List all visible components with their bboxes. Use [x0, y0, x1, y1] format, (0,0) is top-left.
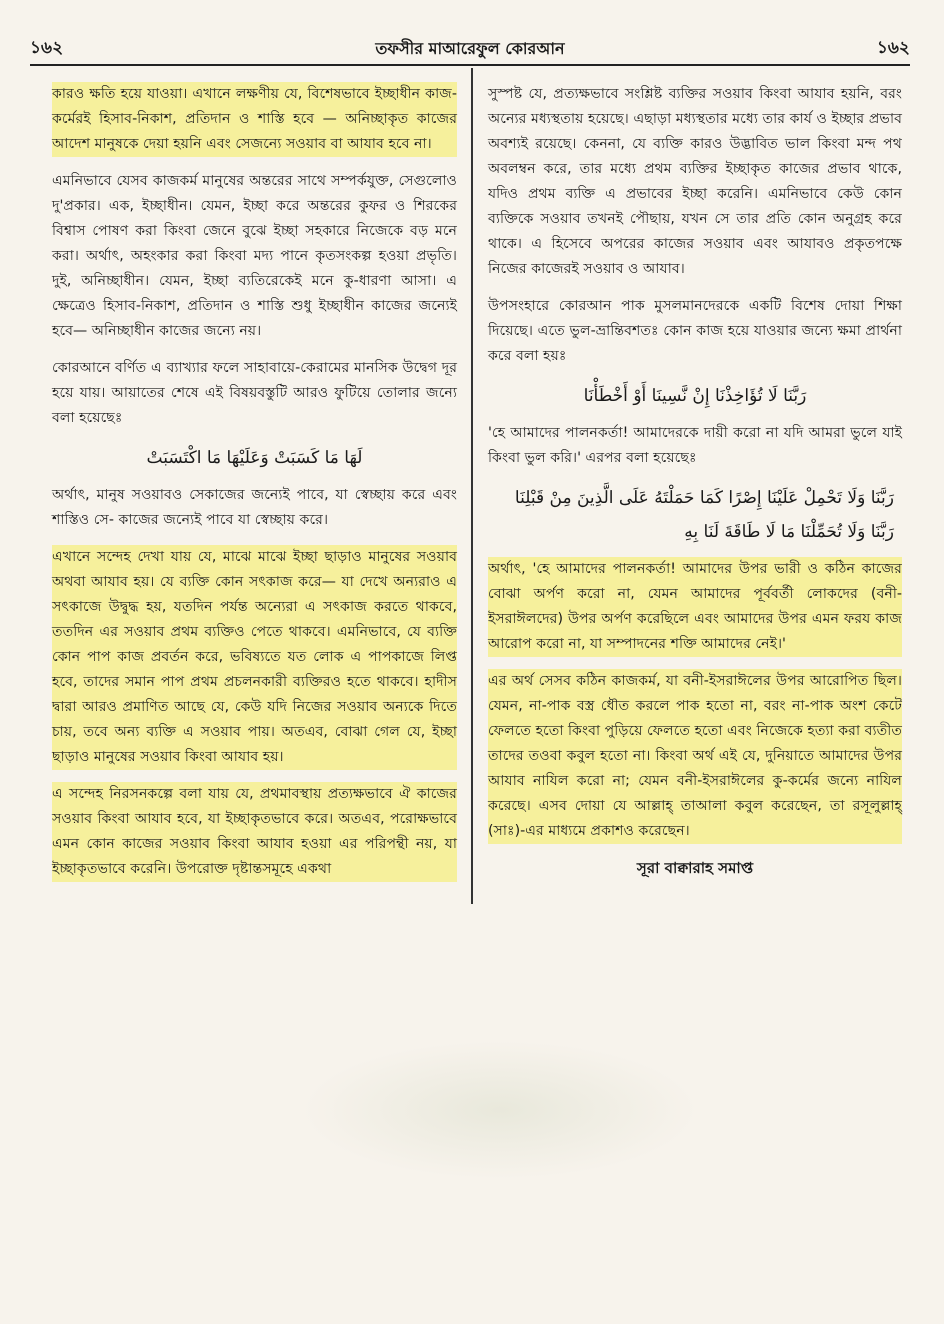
paragraph: সুস্পষ্ট যে, প্রত্যক্ষভাবে সংশ্লিষ্ট ব্যক্তির সওয়াব কিংবা আযাব হয়নি, বরং অন্যের মধ্যস্থতায় হয়েছে। এছাড়া মধ্যস্থতার মধ্যে তার কার্য ও ইচ্ছার প্রভাব অবশ্যই রয়েছে। কেননা, যে ব্যক্তি কারও উদ্ভাবিত ভাল কিংবা মন্দ পথ অবলম্বন করে, তার মধ্যে প্রথম ব্যক্তির ইচ্ছাকৃত কাজের প্রভাব থাকে, যদিও প্রথম ব্যক্তি এ প্রভাবের ইচ্ছা করেনি। এমনিভাবে কেউ কোন ব্যক্তিকে সওয়াব তখনই পৌছায়, যখন সে তার প্রতি কোন অনুগ্রহ করে থাকে। এ হিসেবে অপরের কাজের সওয়াব এবং আযাবও প্রকৃতপক্ষে নিজের কাজেরই সওয়াব ও আযাব। — [488, 86, 902, 277]
column-divider — [471, 68, 473, 904]
page-number-right: ১৬২ — [876, 38, 910, 58]
arabic-verse: رَبَّنَا وَلَا تُحَمِّلْنَا مَا لَا طَاقَةَ لَنَا بِهِ — [684, 522, 894, 542]
paragraph: উপসংহারে কোরআন পাক মুসলমানদেরকে একটি বিশেষ দোয়া শিক্ষা দিয়েছে। এতে ভুল-ভ্রান্তিবশতঃ কোন কাজ হয়ে যাওয়ার জন্যে ক্ষমা প্রার্থনা করে বলা হয়ঃ — [488, 298, 902, 364]
paragraph: অর্থাৎ, মানুষ সওয়াবও সেকাজের জন্যেই পাবে, যা স্বেচ্ছায় করে এবং শাস্তিও সে- কাজের জন্যেই পাবে যা স্বেচ্ছায় করে। — [52, 487, 457, 528]
paragraph: এমনিভাবে যেসব কাজকর্ম মানুষের অন্তরের সাথে সম্পর্কযুক্ত, সেগুলোও দু'প্রকার। এক, ইচ্ছাধীন। যেমন, ইচ্ছা করে অন্তরের কুফর ও শিরকের বিশ্বাস পোষণ করা কিংবা জেনে বুঝে ইচ্ছা সহকারে নিজেকে বড় মনে করা। অর্থাৎ, অহংকার করা কিংবা মদ্য পানে কৃতসংকল্প হওয়া প্রভৃতি। দুই, অনিচ্ছাধীন। যেমন, ইচ্ছা ব্যতিরেকেই মনে কু-ধারণা আসা। এ ক্ষেত্রেও হিসাব-নিকাশ, প্রতিদান ও শাস্তি শুধু ইচ্ছাধীন কাজের জন্যেই হবে— অনিচ্ছাধীন কাজের জন্যে নয়। — [52, 173, 457, 339]
page-stain — [300, 1040, 700, 1180]
running-title: তফসীর মাআরেফুল কোরআন — [375, 38, 565, 58]
arabic-verse: رَبَّنَا لَا تُؤَاخِذْنَا إِنْ نَّسِينَا أَوْ أَخْطَأْنَا — [583, 386, 807, 406]
left-column — [52, 82, 457, 894]
surah-end-note: সূরা বাক্বারাহ সমাপ্ত — [636, 859, 754, 877]
paragraph: এখানে সন্দেহ দেখা যায় যে, মাঝে মাঝে ইচ্ছা ছাড়াও মানুষের সওয়াব অথবা আযাব হয়। যে ব্যক্তি কোন সৎকাজ করে— যা দেখে অন্যরাও এ সৎকাজে উদ্বুদ্ধ হয়, যতদিন পর্যন্ত অন্যেরা এ সৎকাজ করতে থাকবে, ততদিন এর সওয়াব প্রথম ব্যক্তিও পেতে থাকবে। এমনিভাবে, যে ব্যক্তি কোন পাপ কাজ প্রবর্তন করে, ভবিষ্যতে যত লোক এ পাপকাজে লিপ্ত হবে, তাদের সমান পাপ প্রথম প্রচলনকারী ব্যক্তিরও হতে থাকবে। হাদীস দ্বারা আরও প্রমাণিত আছে যে, কেউ যদি নিজের সওয়াব অন্যকে দিতে চায়, তবে অন্য ব্যক্তি এ সওয়াব পায়। অতএব, বোঝা গেল যে, ইচ্ছা ছাড়াও মানুষের সওয়াব কিংবা আযাব হয়। — [52, 545, 457, 770]
paragraph: অর্থাৎ, 'হে আমাদের পালনকর্তা! আমাদের উপর ভারী ও কঠিন কাজের বোঝা অর্পণ করো না, যেমন আমাদের পূর্ববর্তী লোকদের (বনী-ইসরাঈলদের) উপর অর্পণ করেছিলে এবং আমাদের উপর এমন ফরয কাজ আরোপ করো না, যা সম্পাদনের শক্তি আমাদের নেই।' — [488, 557, 902, 657]
arabic-verse: رَبَّنَا وَلَا تَحْمِلْ عَلَيْنَا إِصْرًا كَمَا حَمَلْتَهُ عَلَى الَّذِينَ مِنْ قَبْلِنَا — [514, 488, 894, 508]
page-header — [30, 34, 910, 66]
right-column — [488, 82, 902, 881]
paragraph: কারও ক্ষতি হয়ে যাওয়া। এখানে লক্ষণীয় যে, বিশেষভাবে ইচ্ছাধীন কাজ-কর্মেরই হিসাব-নিকাশ, প্রতিদান ও শাস্তি হবে — অনিচ্ছাকৃত কাজের আদেশ মানুষকে দেয়া হয়নি এবং সেজন্যে সওয়াব বা আযাব হবে না। — [52, 82, 457, 157]
paragraph: এর অর্থ সেসব কঠিন কাজকর্ম, যা বনী-ইসরাঈলের উপর আরোপিত ছিল। যেমন, না-পাক বস্ত্র ধৌত করলে পাক হতো না, বরং না-পাক অংশ কেটে ফেলতে হতো কিংবা পুড়িয়ে ফেলতে হতো এবং নিজেকে হত্যা করা ব্যতীত তাদের তওবা কবুল হতো না। কিংবা অর্থ এই যে, দুনিয়াতে আমাদের উপর আযাব নাযিল করো না; যেমন বনী-ইসরাঈলের কু-কর্মের জন্যে নাযিল করেছে। এসব দোয়া যে আল্লাহ্ তাআলা কবুল করেছেন, তা রসূলুল্লাহ্ (সাঃ)-এর মাধ্যমে প্রকাশও করেছেন। — [488, 669, 902, 844]
arabic-verse: لَهَا مَا كَسَبَتْ وَعَلَيْهَا مَا اكْتَسَبَتْ — [146, 448, 363, 468]
paragraph: 'হে আমাদের পালনকর্তা! আমাদেরকে দায়ী করো না যদি আমরা ভুলে যাই কিংবা ভুল করি।' এরপর বলা হয়েছেঃ — [488, 425, 902, 466]
page-number-left: ১৬২ — [30, 38, 64, 58]
paragraph: এ সন্দেহ নিরসনকল্পে বলা যায় যে, প্রথমাবস্থায় প্রত্যক্ষভাবে ঐ কাজের সওয়াব কিংবা আযাব হবে, যা ইচ্ছাকৃতভাবে করে। অতএব, পরোক্ষভাবে এমন কোন কাজের সওয়াব কিংবা আযাব হওয়া এর পরিপন্থী নয়, যা ইচ্ছাকৃতভাবে করেনি। উপরোক্ত দৃষ্টান্তসমূহে একথা — [52, 782, 457, 882]
paragraph: কোরআনে বর্ণিত এ ব্যাখ্যার ফলে সাহাবায়ে-কেরামের মানসিক উদ্বেগ দূর হয়ে যায়। আয়াতের শেষে এই বিষয়বস্তুটি আরও ফুটিয়ে তোলার জন্যে বলা হয়েছেঃ — [52, 360, 457, 426]
